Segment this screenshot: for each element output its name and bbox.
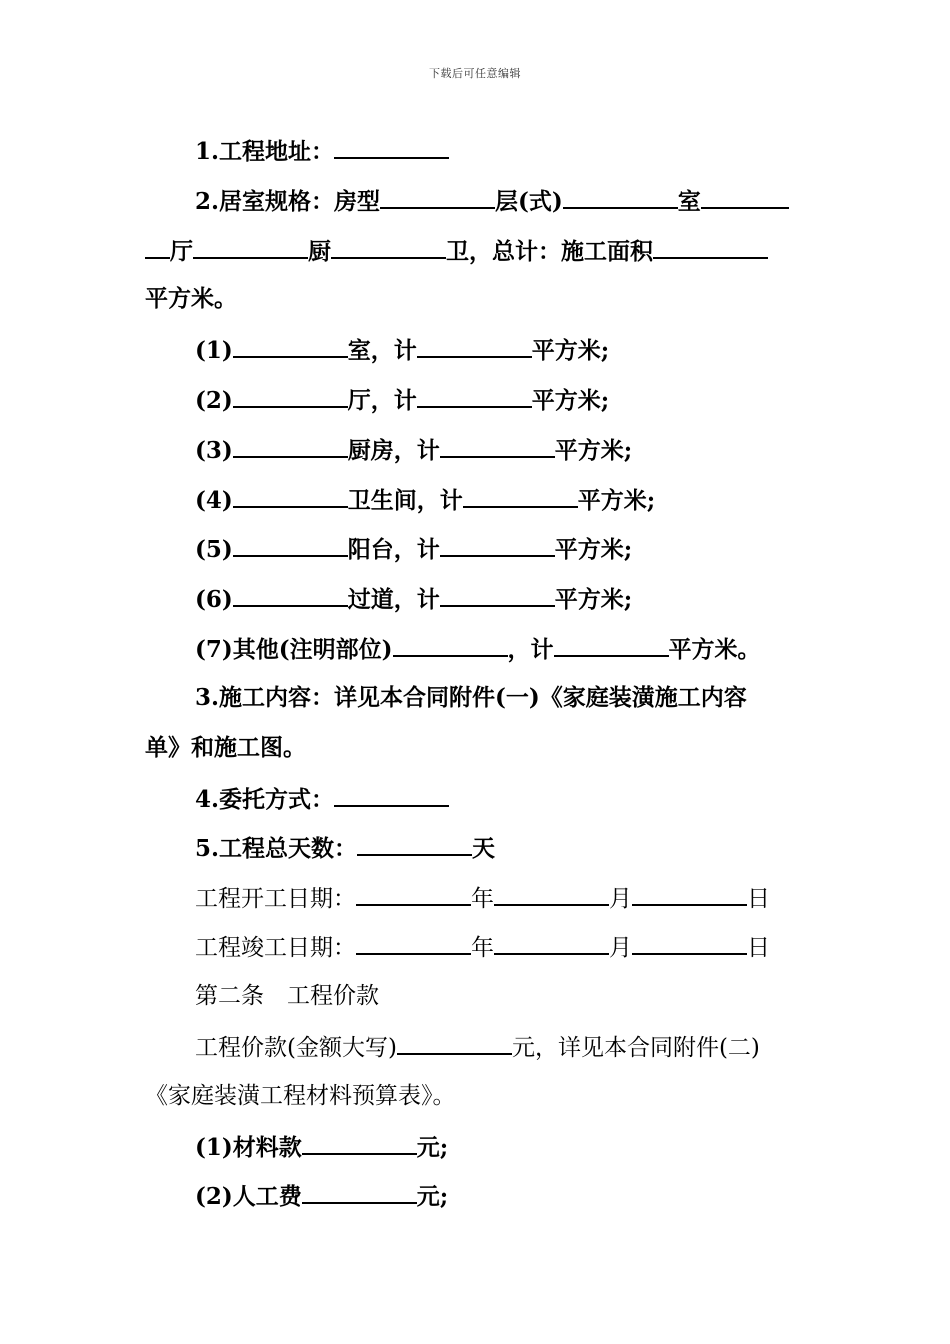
price-blank[interactable] (397, 1031, 512, 1055)
kitchen-blank[interactable] (193, 235, 308, 259)
day-label: 日 (747, 886, 770, 912)
area-blank[interactable] (554, 633, 669, 657)
days-unit: 天 (472, 835, 496, 862)
row-label: 室，计 (347, 337, 417, 364)
labor-cost-label: (2)人工费 (195, 1183, 302, 1210)
house-type-blank[interactable] (380, 185, 495, 209)
row-label: ，计 (507, 636, 554, 663)
address-line (195, 135, 449, 167)
unit-label: 平方米; (554, 437, 633, 464)
room-area-row-2 (195, 384, 609, 416)
work-content-line-2 (145, 733, 306, 763)
area-blank[interactable] (440, 583, 555, 607)
room-area-row-6 (195, 583, 632, 615)
end-day-blank[interactable] (632, 931, 747, 955)
bath-blank[interactable] (331, 235, 446, 259)
start-date-line (195, 882, 770, 914)
row-label: 厅，计 (347, 387, 417, 414)
yuan-unit: 元; (416, 1183, 449, 1210)
area-blank[interactable] (463, 484, 578, 508)
start-day-blank[interactable] (632, 882, 747, 906)
kitchen-label: 厨 (308, 238, 331, 265)
address-label: 1.工程地址： (195, 138, 335, 165)
row-number: (4) (195, 487, 233, 514)
unit-label: 平方米。 (668, 636, 761, 663)
hall-blank[interactable] (233, 384, 348, 408)
room-area-row-7 (195, 633, 761, 665)
room-area-row-3 (195, 434, 632, 466)
sqm-label: 平方米。 (145, 285, 237, 312)
unit-label: 平方米; (577, 487, 656, 514)
row-number: (2) (195, 387, 233, 414)
material-cost-label: (1)材料款 (195, 1134, 302, 1161)
labor-cost-line (195, 1180, 448, 1212)
total-area-blank[interactable] (653, 235, 768, 259)
row-number: (5) (195, 536, 233, 563)
row-label: 过道，计 (347, 586, 440, 613)
room-count-blank-cont[interactable] (145, 235, 170, 259)
commission-label: 4.委托方式： (195, 786, 335, 813)
area-blank[interactable] (440, 533, 555, 557)
room-spec-line (195, 185, 789, 217)
room-count-blank[interactable] (701, 185, 789, 209)
other-part-blank[interactable] (393, 633, 508, 657)
month-label: 月 (609, 886, 632, 912)
balcony-count-blank[interactable] (233, 533, 348, 557)
year-label: 年 (471, 886, 494, 912)
year-label: 年 (471, 935, 494, 961)
end-date-line (195, 931, 770, 963)
material-cost-line (195, 1131, 448, 1163)
unit-label: 平方米; (554, 586, 633, 613)
price-label: 工程价款(金额大写) (195, 1035, 397, 1061)
row-label: 卫生间，计 (347, 487, 463, 514)
room-area-row-4 (195, 484, 655, 516)
labor-cost-blank[interactable] (302, 1180, 417, 1204)
kitchen-count-blank[interactable] (233, 434, 348, 458)
start-year-blank[interactable] (356, 882, 471, 906)
start-date-label: 工程开工日期： (195, 886, 356, 912)
price-mid-text: 元，详见本合同附件(二) (511, 1035, 760, 1061)
bath-total-label: 卫，总计：施工面积 (446, 238, 653, 265)
unit-label: 平方米; (531, 387, 610, 414)
commission-line (195, 783, 449, 815)
row-label: 阳台，计 (347, 536, 440, 563)
floor-label: 层(式) (495, 188, 563, 215)
corridor-count-blank[interactable] (233, 583, 348, 607)
room-spec-line-2 (145, 235, 768, 267)
area-blank[interactable] (440, 434, 555, 458)
unit-label: 平方米; (554, 536, 633, 563)
article-two-title: 第二条 工程价款 (195, 983, 379, 1009)
work-content-line (195, 683, 747, 713)
hall-label: 厅 (170, 238, 193, 265)
end-month-blank[interactable] (494, 931, 609, 955)
price-cont-text: 《家庭装潢工程材料预算表》。 (145, 1083, 456, 1109)
row-number: (1) (195, 337, 233, 364)
total-days-blank[interactable] (357, 832, 472, 856)
price-line (195, 1031, 760, 1063)
end-year-blank[interactable] (356, 931, 471, 955)
work-content-text-cont: 单》和施工图。 (145, 734, 306, 761)
other-label: (7)其他(注明部位) (195, 636, 393, 663)
room-label: 室 (677, 188, 701, 215)
floor-blank[interactable] (563, 185, 678, 209)
sqm-line (145, 284, 237, 314)
month-label: 月 (609, 935, 632, 961)
start-month-blank[interactable] (494, 882, 609, 906)
room-blank[interactable] (233, 334, 348, 358)
room-area-row-5 (195, 533, 632, 565)
room-spec-label: 2.居室规格：房型 (195, 188, 381, 215)
address-blank[interactable] (334, 135, 449, 159)
unit-label: 平方米; (531, 337, 610, 364)
yuan-unit: 元; (416, 1134, 449, 1161)
row-number: (3) (195, 437, 233, 464)
material-cost-blank[interactable] (302, 1131, 417, 1155)
row-label: 厨房，计 (347, 437, 440, 464)
row-number: (6) (195, 586, 233, 613)
total-days-line (195, 832, 495, 864)
area-blank[interactable] (417, 384, 532, 408)
bathroom-count-blank[interactable] (233, 484, 348, 508)
page-header: 下载后可任意编辑 (429, 67, 521, 80)
area-blank[interactable] (417, 334, 532, 358)
commission-blank[interactable] (334, 783, 449, 807)
end-date-label: 工程竣工日期： (195, 935, 356, 961)
day-label: 日 (747, 935, 770, 961)
price-line-2 (145, 1081, 456, 1111)
work-content-text: 3.施工内容：详见本合同附件(一)《家庭装潢施工内容 (195, 684, 747, 711)
room-area-row-1 (195, 334, 609, 366)
article-two-heading (195, 981, 379, 1011)
total-days-label: 5.工程总天数： (195, 835, 358, 862)
